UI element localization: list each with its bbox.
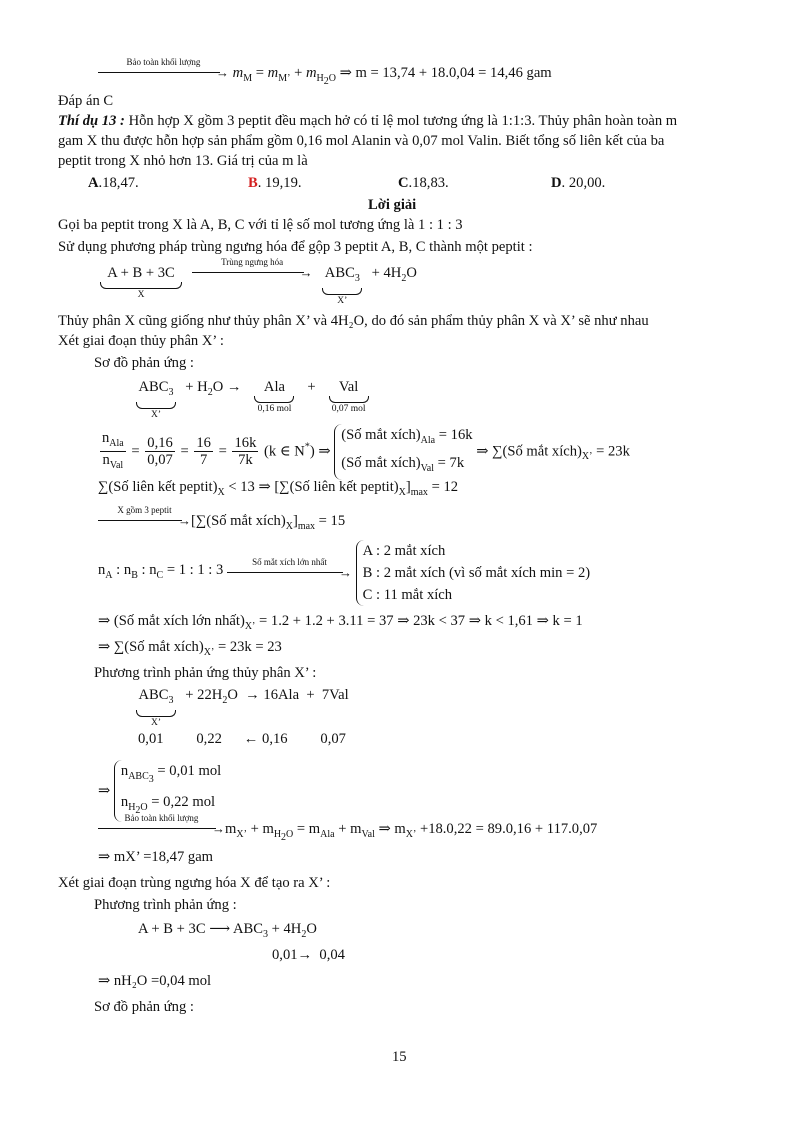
solution-line-8: Sơ đồ phản ứng :	[94, 999, 194, 1015]
top-equation: Bảo toàn khối lượng → $m_M = m_{M’} + m_{H_2O}$ ⇒ m = 13,74 + 18.0,04 = 14,46 gam	[98, 64, 552, 91]
solution-line-2: Sử dụng phương pháp trùng ngưng hóa để gộp 3 peptit A, B, C thành một peptit :	[58, 239, 533, 255]
solution-line-4: Xét giai đoạn thủy phân X’ :	[58, 333, 224, 349]
solution-line-5: Sơ đồ phản ứng :	[94, 355, 194, 371]
previous-answer: Đáp án C	[58, 93, 114, 109]
hydrolysis-title: Phương trình phản ứng thủy phân X’ :	[94, 665, 317, 681]
mol-row: 0,01 0,22 ← 0,16 0,07	[138, 731, 346, 747]
max-units-line: X gồm 3 peptit →[∑(Số mắt $xích)_X]_{max} = 15$	[98, 512, 345, 536]
mass-result: ⇒ mX’ =18,47 gam	[98, 849, 214, 865]
unit-c: C : 11 mắt xích	[362, 587, 453, 603]
solution-title: Lời giải	[368, 197, 417, 213]
solution-line-6: Xét giai đoạn trùng ngưng hóa X để tạo ra X’ :	[58, 875, 331, 891]
solution-line-3: Thủy phân X cũng giống như thủy phân X’ và 4H₂O, do đó sản phẩm thủy phân X và X’ sẽ như nhau	[58, 313, 649, 329]
mass-conservation-line: Bảo toàn khối lượng $\to m_{X’} + m_{H_2O} = m_{Ala} + m_{Val}$ ⇒ $m_{X’} +18.0,22 = 89.0,16 + 117.0,07$	[98, 820, 597, 847]
example-line-1: Thí dụ 13 : Hỗn hợp X gồm 3 peptit đều mạch hở có tỉ lệ mol tương ứng là 1:1:3. Thủy phân hoàn toàn m	[58, 113, 678, 129]
arrow-mass-conservation: Bảo toàn khối lượng →	[98, 64, 229, 82]
solution-line-1: Gọi ba peptit trong X là A, B, C với tỉ lệ số mol tương ứng là 1 : 1 : 3	[58, 217, 463, 233]
hydrolysis-scheme: $ABC_3$ X’ + $H_2O$ → Ala 0,16 mol + Val 0,07 mol	[134, 378, 371, 420]
option-c: C.18,83.	[398, 175, 449, 191]
hydrolysis-equation: $ABC_3$ X’ + $22H_2O \to 16Ala + 7Val$	[134, 686, 349, 728]
option-b: B. 19,19.	[248, 175, 302, 191]
option-a: A.18,47.	[88, 175, 139, 191]
example-line-3: peptit trong X nhỏ hơn 13. Giá trị của m là	[58, 153, 308, 169]
unit-a: A : 2 mắt xích	[362, 543, 446, 559]
condensation-equation: A + B + 3C X Trùng ngưng hóa → $ABC_3$ X’ + $4H_2O$	[98, 264, 417, 306]
mol-result: ⇒ $n_{ABC_3} = 0,01$ mol $n_{H_2O} = 0,22$ mol	[98, 760, 221, 822]
water-mol: ⇒ nH₂O =0,04 mol	[98, 973, 212, 989]
example-line-2: gam X thu được hỗn hợp sản phẩm gồm 0,16 mol Alanin và 0,07 mol Valin. Biết tổng số liên kết của ba	[58, 133, 665, 149]
unit-b: B : 2 mắt xích (vì số mắt xích min = 2)	[362, 565, 591, 581]
k-line: ⇒ (Số mắt xích lớn $nhất)_{X’} = 1.2 + 1.2 + 3.11 = 37$ ⇒ 23k < 37 ⇒ k < 1,61 ⇒ k = 1	[98, 613, 583, 632]
option-d: D. 20,00.	[551, 175, 606, 191]
ratio-equation: $\frac{n_{Ala}}{n_{Val}}$ = $\frac{0,16}{0,07}$ = $\frac{16}{7}$ = $\frac{16k}{7k}$ (k ∈ N*) ⇒ (Số mắt $xích)_{Ala} = 16k$ (Số mắt $xích)_{Val} = 7k$ ⇒ ∑(Số mắt $xích)_{X’} = 23k$	[98, 424, 630, 480]
sum-units-line: ⇒ ∑(Số mắt $xích)_{X’} = 23k = 23$	[98, 639, 282, 658]
condensation-mol: 0,01→ 0,04	[272, 947, 345, 963]
distribution-line: $n_A$ : $n_B$ : $n_C = 1$ : 1 : 3 Số mắt xích lớn nhất → A : 2 mắt xích B : 2 mắt xích (vì số mắt xích min = 2) C : 11 mắt xích	[98, 540, 590, 606]
peptide-bond-line: ∑(Số liên kết $peptit)_X < 13$ ⇒ [∑(Số liên kết $peptit)_X]_{max} = 12$	[98, 479, 459, 498]
page-number: 15	[392, 1049, 407, 1065]
condensation-reaction: A + B + 3C ⟶ $ABC_3 + 4H_2O$	[138, 921, 317, 940]
solution-line-7: Phương trình phản ứng :	[94, 897, 237, 913]
